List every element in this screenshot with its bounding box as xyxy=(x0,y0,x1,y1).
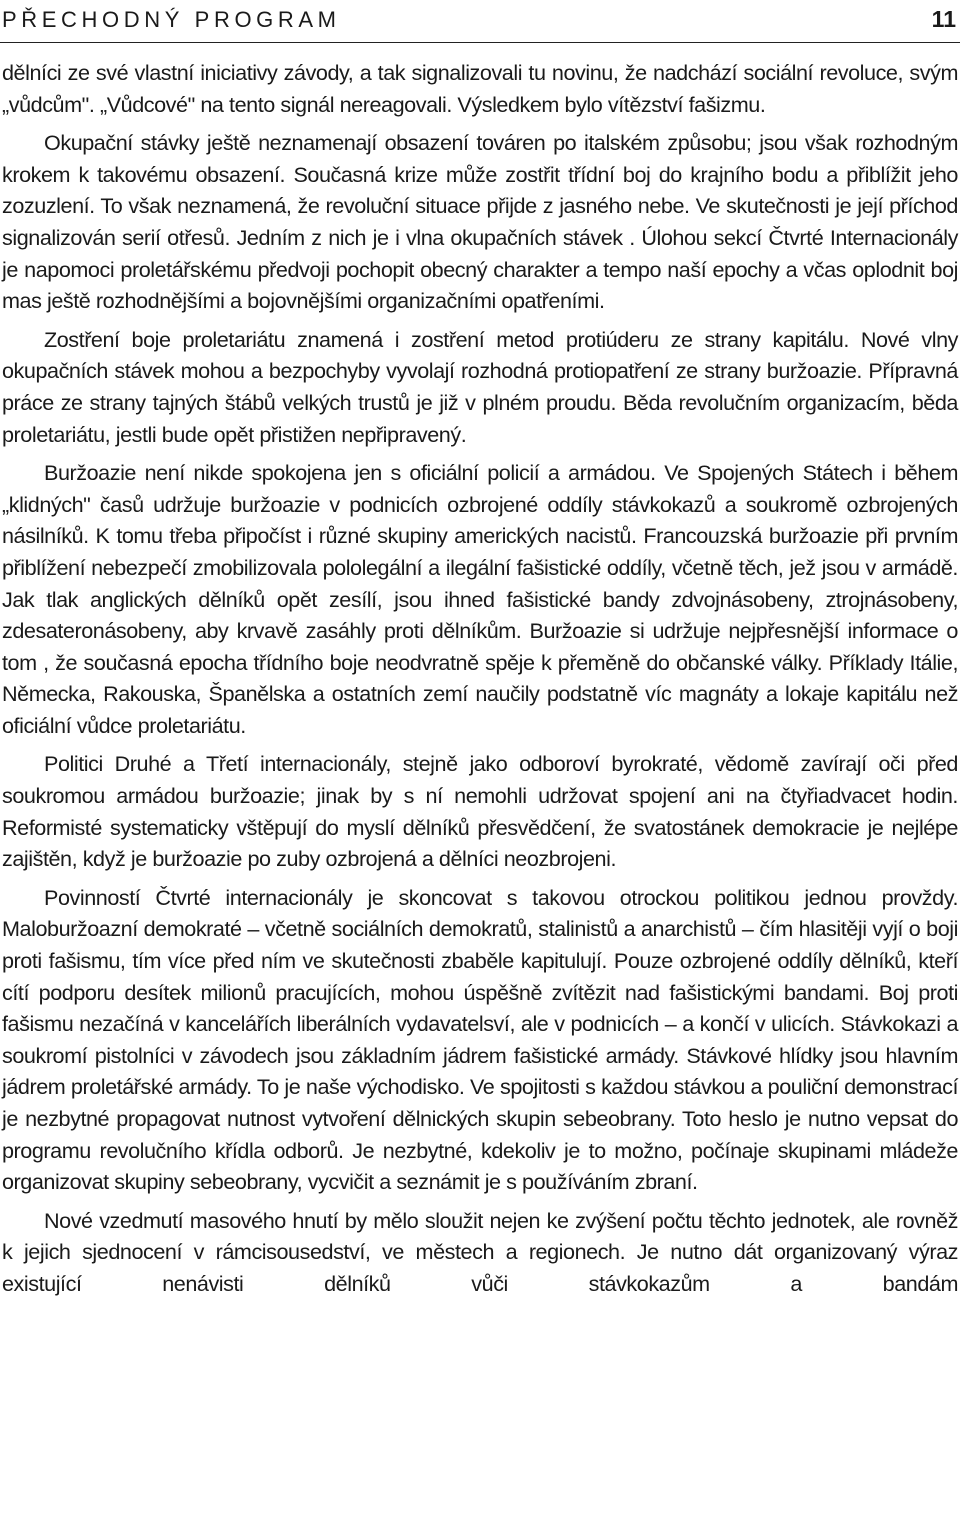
paragraph: Okupační stávky ještě neznamenají obsazení továren po italském způsobu; jsou však rozhodným krokem k takovému obsazení. Současná krize může zostřit třídní boj do krajního bodu a přiblížit jeho zozuzlení. To však neznamená, že revoluční situace přijde z jasného nebe. Ve skutečnosti je její příchod signalizován serií otřesů. Jedním z nich je i vlna okupačních stávek . Úlohou sekcí Čtvrté Internacionály je napomoci proletářskému předvoji pochopit obecný charakter a tempo naší epochy a včas oplodnit boj mas ještě rozhodnějšími a bojovnějšími organizačními opatřeními. xyxy=(2,130,958,314)
paragraph: Zostření boje proletariátu znamená i zostření metod protiúderu ze strany kapitálu. Nové vlny okupačních stávek mohou a bezpochyby vyvolají rozhodná protiopatření ze strany buržoazie. Přípravná práce ze strany tajných štábů velkých trustů je již v plném proudu. Běda revolučním organizacím, běda proletariátu, jestli bude opět přistižen nepřipravený. xyxy=(2,326,958,447)
paragraph: dělníci ze své vlastní iniciativy závody, a tak signalizovali tu novinu, že nadchází sociální revoluce, svým „vůdcům". „Vůdcové" na tento signál nereagovali. Výsledkem bylo vítězství fašizmu. xyxy=(2,60,958,117)
page-number: 11 xyxy=(931,6,956,32)
body-text xyxy=(2,57,958,1307)
paragraph: Buržoazie není nikde spokojena jen s oficiální policií a armádou. Ve Spojených Státech i během „klidných" časů udržuje buržoazie v podnicích ozbrojené oddíly stávkokazů a soukromě ozbrojených násilníků. K tomu třeba připočíst i různé skupiny amerických nacistů. Francouzská buržoazie při prvním přiblížení nebezpečí zmobilizovala pololegální a ilegální fašistické oddíly, včetně těch, jež jsou v armádě. Jak tlak anglických dělníků opět zesílí, jsou ihned fašistické bandy zdvojnásobeny, ztrojnásobeny, zdesateronásobeny, aby krvavě zasáhly proti dělníkům. Buržoazie si udržuje nejpřesnější informace o tom , že současná epocha třídního boje neodvratně spěje k přeměně do občanské války. Příklady Itálie, Německa, Rakouska, Španělska a ostatních zemí naučily podstatně víc magnáty a lokaje kapitálu než oficiální vůdce proletariátu. xyxy=(2,460,958,738)
paragraph: Politici Druhé a Třetí internacionály, stejně jako odboroví byrokraté, vědomě zavírají oči před soukromou armádou buržoazie; jinak by s ní nemohli udržovat spojení ani na čtyřiadvacet hodin. Reformisté systematicky vštěpují do myslí dělníků přesvědčení, že svatostánek demokracie je nejlépe zajištěn, když je buržoazie po zuby ozbrojená a dělníci neozbrojeni. xyxy=(2,751,958,872)
page-header xyxy=(0,0,960,43)
paragraph: Povinností Čtvrté internacionály je skoncovat s takovou otrockou politikou jednou provždy. Maloburžoazní demokraté – včetně sociálních demokratů, stalinistů a anarchistů – čím hlasitěji vyjí o boji proti fašismu, tím více před ním ve skutečnosti zbaběle kapitulují. Pouze ozbrojené oddíly dělníků, kteří cítí podporu desítek milionů pracujících, mohou úspěšně zvítězit nad fašistickými bandami. Boj proti fašismu nezačíná v kancelářích liberálních vydavatelsví, ale v podnicích – a končí v ulicích. Stávkokazi a soukromí pistolníci v závodech jsou základním jádrem fašistické armády. Stávkové hlídky jsou hlavním jádrem proletářské armády. To je naše východisko. Ve spojitosti s každou stávkou a pouliční demonstrací je nezbytné propagovat nutnost vytvoření dělnických skupin sebeobrany. Toto heslo je nutno vepsat do programu revolučního křídla odborů. Je nezbytné, kdekoliv je to možno, počínaje skupinami mládeže organizovat skupiny sebeobrany, vycvičit a seznámit je s používáním zbraní. xyxy=(2,884,958,1195)
paragraph: Nové vzedmutí masového hnutí by mělo sloužit nejen ke zvýšení počtu těchto jednotek, ale rovněž k jejich sjednocení v rámcisousedství, ve městech a regionech. Je nutno dát organizovaný výraz existující nenávisti dělníků vůči stávkokazům a bandám xyxy=(2,1207,958,1296)
running-title: PŘECHODNÝ PROGRAM xyxy=(2,7,341,32)
